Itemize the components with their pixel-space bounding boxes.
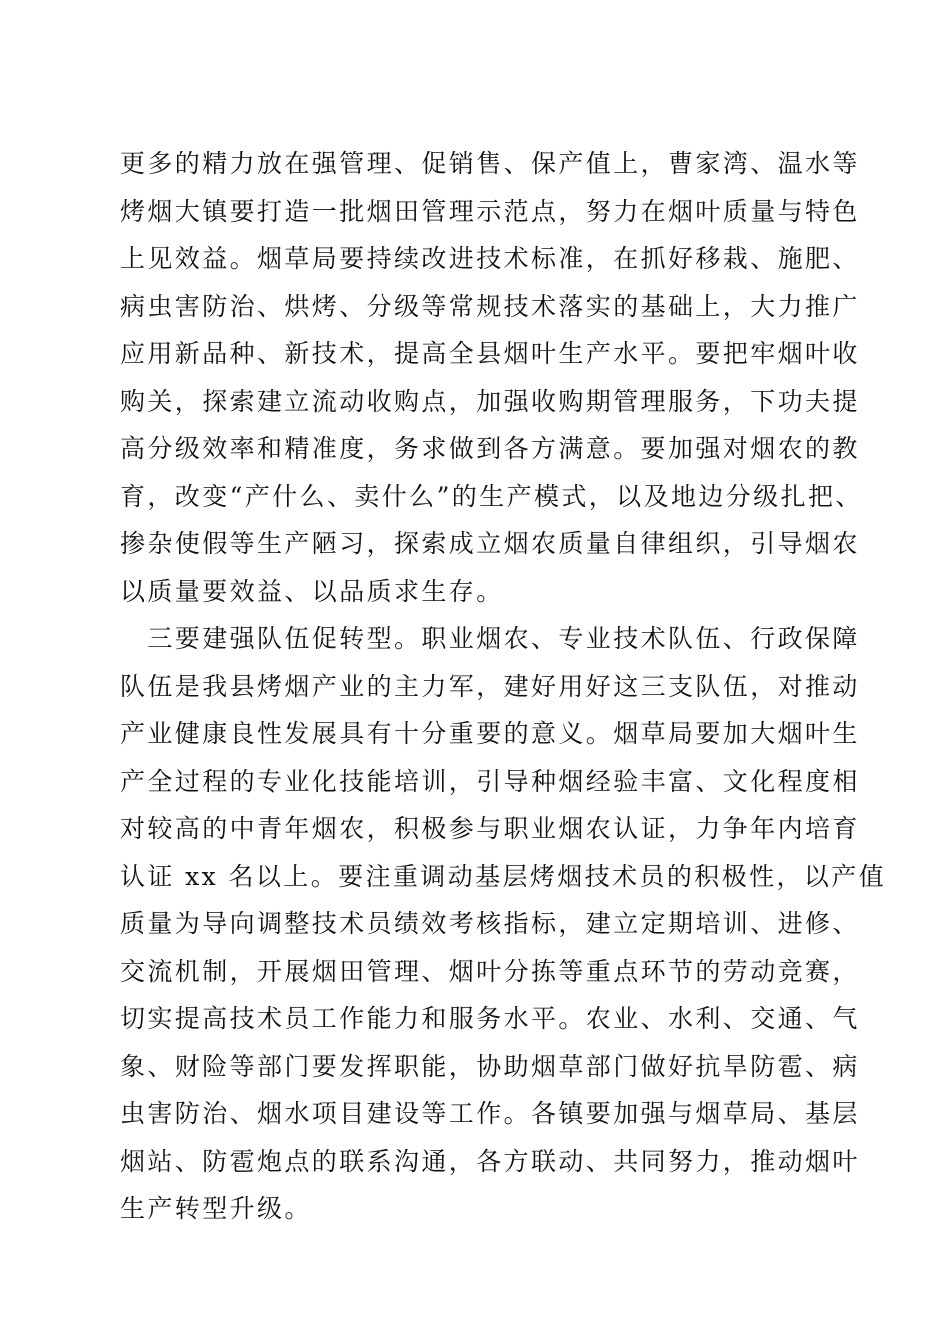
body-text [120, 140, 887, 1233]
text-line: 以质量要效益、以品质求生存。 [120, 576, 504, 606]
text-line: 购关，探索建立流动收购点，加强收购期管理服务，下功夫提 [120, 386, 860, 416]
text-line: 切实提高技术员工作能力和服务水平。农业、水利、交通、气 [120, 1004, 860, 1033]
text-line: 队伍是我县烤烟产业的主力军，建好用好这三支队伍，对推动 [120, 671, 860, 701]
text-line: 生产转型升级。 [120, 1194, 312, 1223]
text-line: 应用新品种、新技术，提高全县烟叶生产水平。要把牢烟叶收 [120, 339, 860, 368]
text-line: 交流机制，开展烟田管理、烟叶分拣等重点环节的劳动竞赛， [120, 956, 860, 986]
text-line: 更多的精力放在强管理、促销售、保产值上，曹家湾、温水等 [120, 149, 860, 178]
text-line: 烟站、防雹炮点的联系沟通，各方联动、共同努力，推动烟叶 [120, 1146, 860, 1176]
text-line: 对较高的中青年烟农，积极参与职业烟农认证，力争年内培育 [120, 814, 860, 843]
text-line: 掺杂使假等生产陋习，探索成立烟农质量自律组织，引导烟农 [120, 529, 860, 558]
text-line: 认证 xx 名以上。要注重调动基层烤烟技术员的积极性，以产值 [120, 861, 887, 891]
text-line: 育，改变“产什么、卖什么”的生产模式，以及地边分级扎把、 [120, 481, 863, 511]
text-line: 上见效益。烟草局要持续改进技术标准，在抓好移栽、施肥、 [120, 244, 860, 273]
text-line: 产全过程的专业化技能培训，引导种烟经验丰富、文化程度相 [120, 766, 860, 796]
text-line: 产业健康良性发展具有十分重要的意义。烟草局要加大烟叶生 [120, 719, 860, 748]
text-line: 烤烟大镇要打造一批烟田管理示范点，努力在烟叶质量与特色 [120, 196, 860, 226]
text-line: 病虫害防治、烘烤、分级等常规技术落实的基础上，大力推广 [120, 291, 860, 321]
text-line: 高分级效率和精准度，务求做到各方满意。要加强对烟农的教 [120, 434, 860, 463]
text-line: 三要建强队伍促转型。职业烟农、专业技术队伍、行政保障 [120, 624, 860, 653]
text-line: 象、财险等部门要发挥职能，协助烟草部门做好抗旱防雹、病 [120, 1051, 860, 1081]
text-line: 虫害防治、烟水项目建设等工作。各镇要加强与烟草局、基层 [120, 1099, 860, 1128]
text-line: 质量为导向调整技术员绩效考核指标，建立定期培训、进修、 [120, 909, 860, 938]
